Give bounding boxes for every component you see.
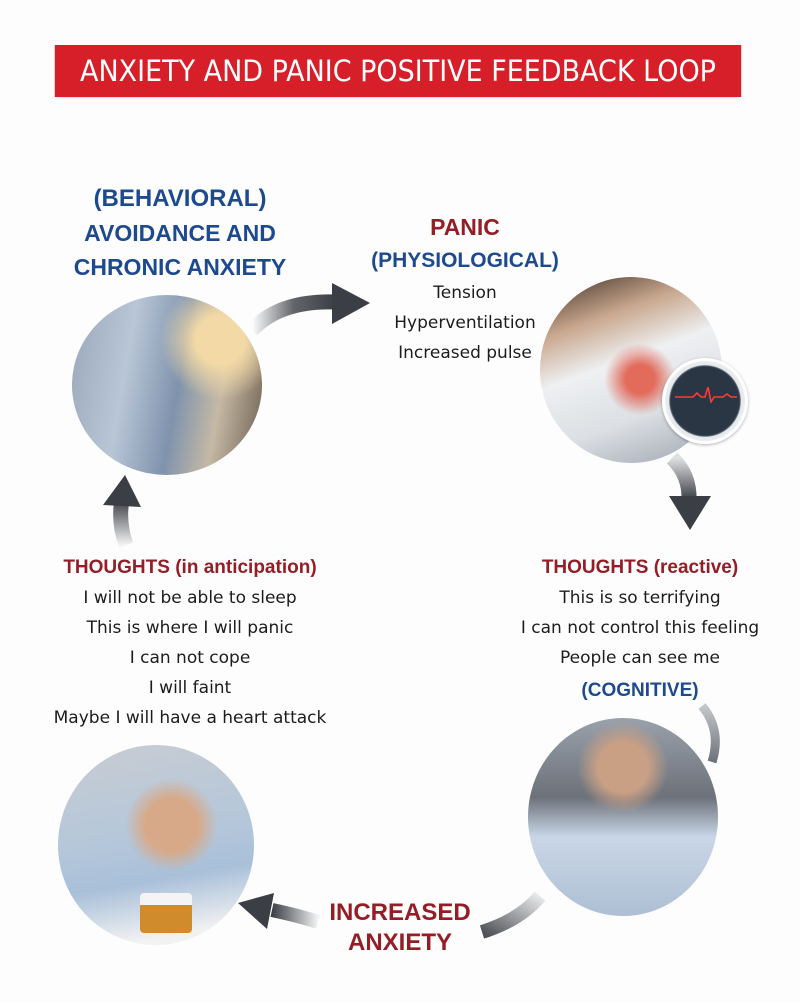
heart-monitor-icon (662, 358, 748, 444)
panic-title: PANIC (430, 214, 500, 240)
thought-item: I can not control this feeling (520, 618, 760, 638)
behavioral-category: (BEHAVIORAL) (93, 185, 267, 212)
title-text: ANXIETY AND PANIC POSITIVE FEEDBACK LOOP (80, 54, 716, 88)
behavioral-node (40, 182, 320, 284)
symptom-item: Increased pulse (398, 343, 532, 363)
reactive-thoughts-node (510, 553, 770, 709)
pill-bottle-icon (140, 893, 192, 933)
thought-item: I will faint (148, 678, 232, 698)
reactive-title: THOUGHTS (reactive) (541, 557, 739, 578)
panic-category: (PHYSIOLOGICAL) (371, 249, 559, 272)
arrow-down-icon (669, 458, 711, 530)
cognitive-photo (528, 718, 718, 916)
symptom-item: Tension (433, 283, 497, 303)
ecg-line-icon (675, 387, 737, 403)
increased-anxiety-line-2: ANXIETY (347, 929, 452, 956)
arrow-up-icon (103, 475, 141, 545)
thought-item: Maybe I will have a heart attack (53, 708, 327, 728)
anticipation-thoughts-node (40, 553, 340, 733)
arc-decoration (702, 706, 715, 762)
reactive-category: (COGNITIVE) (581, 680, 699, 701)
thought-item: This is so terrifying (559, 588, 721, 608)
behavioral-title-line-2: CHRONIC ANXIETY (73, 254, 287, 280)
symptom-item: Hyperventilation (394, 313, 536, 333)
thought-item: This is where I will panic (86, 618, 294, 638)
thought-item: I can not cope (129, 648, 251, 668)
thought-item: I will not be able to sleep (83, 588, 297, 608)
anticipation-title: THOUGHTS (in anticipation) (63, 557, 317, 578)
increased-anxiety-line-1: INCREASED (329, 899, 471, 926)
increased-anxiety-node (300, 898, 500, 958)
thought-item: People can see me (559, 648, 721, 668)
behavioral-photo (72, 295, 262, 475)
behavioral-title-line-1: AVOIDANCE AND (84, 220, 276, 246)
